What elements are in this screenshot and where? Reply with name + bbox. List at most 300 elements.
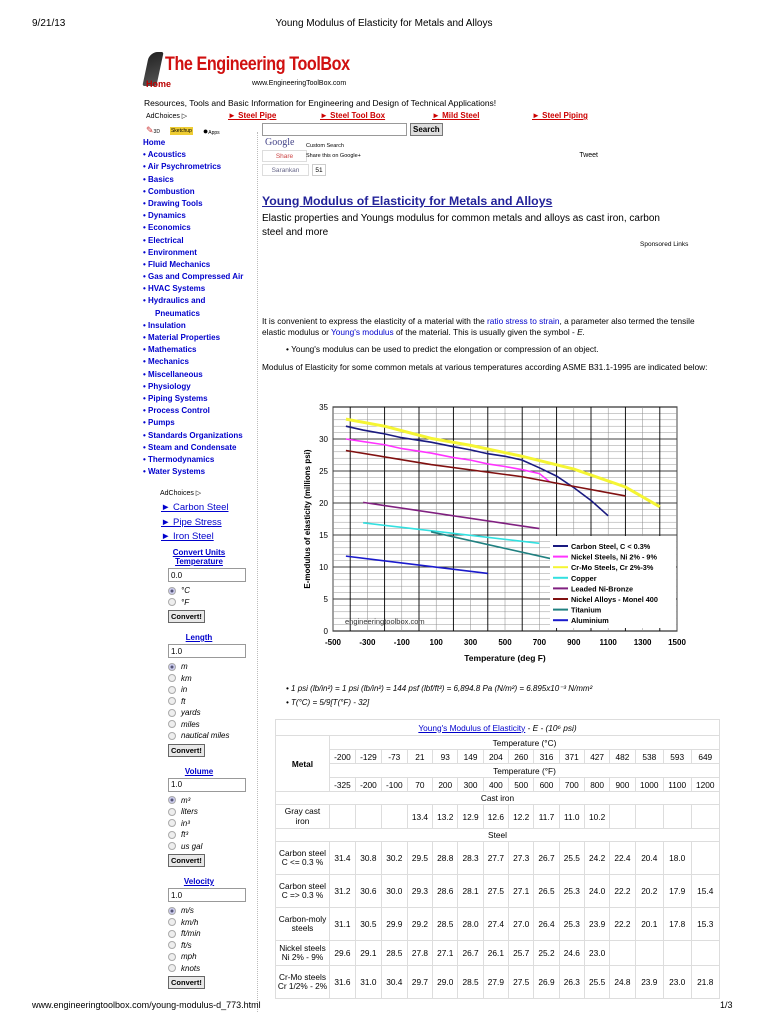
table-row <box>276 842 720 875</box>
converter-radio[interactable] <box>168 806 255 818</box>
temp-c-cell: 427 <box>584 750 609 764</box>
sidebar-link[interactable]: • Standards Organizations <box>143 430 243 440</box>
converter-input[interactable] <box>168 644 246 658</box>
value-cell: 12.2 <box>509 805 534 829</box>
value-cell: 26.9 <box>534 966 559 999</box>
y-tick-label: 30 <box>319 435 328 444</box>
sarankan-count: 51 <box>312 164 326 176</box>
sidebar-nav <box>143 137 255 478</box>
temp-c-cell: 149 <box>458 750 483 764</box>
temp-f-cell: 600 <box>534 778 559 792</box>
converter-radio[interactable] <box>168 928 255 940</box>
value-cell: 24.2 <box>584 842 609 875</box>
google-logo: Google <box>265 137 295 148</box>
value-cell: 27.5 <box>509 966 534 999</box>
metal-name: Gray cast iron <box>276 805 330 829</box>
sidebar-link[interactable]: • Miscellaneous <box>143 369 203 379</box>
temp-f-cell: 70 <box>407 778 432 792</box>
sidebar-link[interactable]: • Physiology <box>143 381 191 391</box>
value-cell <box>635 805 663 829</box>
sidebar-link[interactable]: • Piping Systems <box>143 393 208 403</box>
sidebar-link[interactable]: • Mechanics <box>143 357 189 367</box>
sidebar-item[interactable] <box>143 442 255 454</box>
value-cell: 24.0 <box>584 875 609 908</box>
sidebar-link[interactable]: • Hydraulics and <box>143 296 206 306</box>
converter-radio[interactable] <box>168 951 255 963</box>
value-cell <box>355 805 381 829</box>
sidebar-item[interactable] <box>143 454 255 466</box>
search-button[interactable]: Search <box>410 123 443 136</box>
radio-label: mph <box>181 952 197 961</box>
value-cell: 22.2 <box>610 908 635 941</box>
sidebar-link[interactable]: • Water Systems <box>143 467 206 477</box>
sidebar-item[interactable] <box>143 210 255 222</box>
value-cell: 18.0 <box>663 842 691 875</box>
value-cell: 28.5 <box>433 908 458 941</box>
value-cell: 25.7 <box>509 941 534 966</box>
ad-link-steel-tool-box[interactable]: ► Steel Tool Box <box>320 111 386 120</box>
value-cell: 27.5 <box>483 875 508 908</box>
value-cell: 29.9 <box>381 908 407 941</box>
sidebar-divider <box>257 132 258 1012</box>
radio-icon[interactable] <box>168 587 176 595</box>
legend-label: Carbon Steel, C < 0.3% <box>571 542 651 551</box>
sidebar-link[interactable]: • HVAC Systems <box>143 284 206 294</box>
sidebar-link[interactable]: • Steam and Condensate <box>143 442 237 452</box>
radio-icon[interactable] <box>168 808 176 816</box>
table-row <box>276 908 720 941</box>
temp-c-cell: 93 <box>433 750 458 764</box>
sidebar-item[interactable] <box>143 356 255 368</box>
radio-icon[interactable] <box>168 663 176 671</box>
value-cell: 30.4 <box>381 966 407 999</box>
value-cell <box>691 941 720 966</box>
value-cell: 27.1 <box>433 941 458 966</box>
table-caption <box>276 720 720 736</box>
radio-label: miles <box>181 719 200 729</box>
table-row <box>276 941 720 966</box>
x-tick-label: 900 <box>567 638 581 647</box>
sidebar-link[interactable]: • Pumps <box>143 418 175 428</box>
value-cell: 27.4 <box>483 908 508 941</box>
chart-watermark: engineeringtoolbox.com <box>345 617 425 626</box>
temp-f-cell: -325 <box>330 778 356 792</box>
sidebar-item[interactable] <box>143 320 255 332</box>
sidebar-link[interactable]: • Dynamics <box>143 211 186 221</box>
value-cell: 12.9 <box>458 805 483 829</box>
value-cell: 28.5 <box>381 941 407 966</box>
converter-radio[interactable] <box>168 818 255 830</box>
x-tick-label: 700 <box>532 638 547 647</box>
logo: The Engineering ToolBox <box>165 54 350 75</box>
converter-radio[interactable] <box>168 940 255 952</box>
y-tick-label: 10 <box>319 563 328 572</box>
sidebar-item[interactable] <box>143 344 255 356</box>
value-cell: 31.1 <box>330 908 356 941</box>
sidebar-link[interactable]: • Combustion <box>143 186 195 196</box>
custom-search-label: Custom Search <box>306 143 344 149</box>
ad-link-steel-piping[interactable]: ► Steel Piping <box>532 111 588 120</box>
radio-icon[interactable] <box>168 918 176 926</box>
radio-icon[interactable] <box>168 842 176 850</box>
value-cell: 15.3 <box>691 908 720 941</box>
temp-c-cell: 260 <box>509 750 534 764</box>
side-ad-link[interactable]: ► Iron Steel <box>161 531 214 542</box>
converter-title[interactable]: Length <box>185 633 213 642</box>
print-page: 1/3 <box>720 1000 733 1010</box>
converter-radio[interactable] <box>168 673 255 685</box>
sidebar-item[interactable] <box>143 222 255 234</box>
legend-label: Copper <box>571 573 597 583</box>
value-cell <box>610 805 635 829</box>
asme-paragraph: Modulus of Elasticity for some common metals at various temperatures according ASME B31.1-1995 are indicated below: <box>262 362 708 372</box>
sidebar-item[interactable] <box>143 369 255 381</box>
temp-f-cell: 1200 <box>691 778 720 792</box>
print-date: 9/21/13 <box>32 18 66 29</box>
youngs-modulus-link[interactable]: Young's modulus <box>331 326 394 337</box>
x-tick-label: 300 <box>463 638 478 647</box>
radio-icon[interactable] <box>168 964 176 972</box>
converter-radio[interactable] <box>168 597 255 609</box>
sidebar-item[interactable] <box>143 271 255 283</box>
x-tick-label: -300 <box>359 638 376 647</box>
ad-link-mild-steel[interactable]: ► Mild Steel <box>432 111 480 120</box>
converter-radio[interactable] <box>168 841 255 853</box>
value-cell <box>330 805 356 829</box>
y-axis-label: E-modulus of elasticity (millions psi) <box>303 449 312 589</box>
value-cell: 27.0 <box>509 908 534 941</box>
x-axis-label: Temperature (deg F) <box>464 653 546 663</box>
temp-c-cell: 482 <box>610 750 635 764</box>
sidebar-link[interactable]: • Electrical <box>143 235 184 245</box>
value-cell: 25.2 <box>534 941 559 966</box>
converter-radio[interactable] <box>168 917 255 929</box>
radio-icon[interactable] <box>168 709 176 717</box>
sidebar-link[interactable]: • Basics <box>143 174 174 184</box>
ad-link-steel-pipe[interactable]: ► Steel Pipe <box>228 111 277 120</box>
metal-name: Cr-Mo steels Cr 1/2% - 2% <box>276 966 330 999</box>
radio-icon[interactable] <box>168 953 176 961</box>
value-cell <box>635 941 663 966</box>
section-header: Cast iron <box>276 792 720 805</box>
value-cell: 22.2 <box>610 875 635 908</box>
sidebar-item[interactable] <box>143 405 255 417</box>
sidebar-link[interactable]: • Fluid Mechanics <box>143 259 211 269</box>
value-cell: 29.0 <box>433 966 458 999</box>
value-cell: 30.8 <box>355 842 381 875</box>
temp-f-cell: 1100 <box>663 778 691 792</box>
radio-label: us gal <box>181 841 203 851</box>
tweet-button[interactable]: Tweet <box>579 152 598 159</box>
value-cell: 29.7 <box>407 966 432 999</box>
temp-c-cell: 21 <box>407 750 432 764</box>
metal-name: Nickel steels Ni 2% - 9% <box>276 941 330 966</box>
value-cell: 23.9 <box>584 908 609 941</box>
value-cell: 29.5 <box>407 842 432 875</box>
value-cell: 24.8 <box>610 966 635 999</box>
sidebar-item[interactable] <box>143 235 255 247</box>
temp-f-cell: 200 <box>433 778 458 792</box>
radio-icon[interactable] <box>168 819 176 827</box>
radio-label: m/s <box>181 906 194 915</box>
badge-apps[interactable]: ●Apps <box>202 125 220 136</box>
value-cell: 26.5 <box>534 875 559 908</box>
radio-label: liters <box>181 807 198 816</box>
radio-label: °F <box>181 597 190 607</box>
value-cell: 10.2 <box>584 805 609 829</box>
sarankan-button[interactable]: Sarankan <box>262 164 309 176</box>
value-cell: 11.0 <box>559 805 584 829</box>
convert-button[interactable]: Convert! <box>168 976 205 989</box>
search-input[interactable] <box>262 123 407 136</box>
value-cell: 28.8 <box>433 842 458 875</box>
radio-label: in³ <box>181 818 190 828</box>
converter-radio[interactable] <box>168 661 255 673</box>
temp-c-cell: -73 <box>381 750 407 764</box>
value-cell: 27.8 <box>407 941 432 966</box>
radio-icon[interactable] <box>168 720 176 728</box>
value-cell: 20.1 <box>635 908 663 941</box>
converter-radio[interactable] <box>168 795 255 807</box>
share-button[interactable]: Share <box>262 150 307 162</box>
sidebar-item[interactable] <box>143 295 255 307</box>
sidebar-item[interactable] <box>143 283 255 295</box>
radio-label: knots <box>181 963 201 973</box>
badge-sketchup[interactable]: Sketchup <box>170 127 192 134</box>
sidebar-link[interactable]: • Gas and Compressed Air <box>143 272 244 282</box>
convert-units-title[interactable]: Convert Units <box>172 548 226 557</box>
metal-header: Metal <box>276 736 330 792</box>
sidebar-link[interactable]: • Drawing Tools <box>143 198 203 208</box>
value-cell <box>610 941 635 966</box>
sidebar-item[interactable] <box>143 308 255 320</box>
sidebar-link[interactable]: • Material Properties <box>143 333 221 342</box>
radio-icon[interactable] <box>168 831 176 839</box>
value-cell <box>663 805 691 829</box>
y-tick-label: 15 <box>319 531 328 540</box>
radio-icon[interactable] <box>168 674 176 682</box>
value-cell: 25.5 <box>559 842 584 875</box>
value-cell: 28.3 <box>458 842 483 875</box>
temp-f-cell: 900 <box>610 778 635 792</box>
sidebar-item[interactable] <box>143 259 255 271</box>
sidebar-link[interactable]: • Process Control <box>143 406 210 416</box>
converter-input[interactable] <box>168 888 246 902</box>
sidebar-item[interactable] <box>143 247 255 259</box>
y-tick-label: 25 <box>319 467 328 476</box>
converter-radio[interactable] <box>168 585 255 597</box>
y-tick-label: 35 <box>319 403 328 412</box>
value-cell: 23.9 <box>635 966 663 999</box>
value-cell: 26.4 <box>534 908 559 941</box>
table-row <box>276 805 720 829</box>
converter-radio[interactable] <box>168 730 255 742</box>
sidebar-item[interactable] <box>143 466 255 478</box>
converter-radio[interactable] <box>168 719 255 731</box>
converter-title[interactable]: Velocity <box>183 877 215 886</box>
side-ad-link[interactable]: ► Carbon Steel <box>161 502 229 513</box>
value-cell: 27.7 <box>483 842 508 875</box>
converter-title[interactable]: Temperature <box>175 557 223 566</box>
sidebar-link[interactable]: • Air Psychrometrics <box>143 162 222 172</box>
value-cell: 29.2 <box>407 908 432 941</box>
temp-c-cell: 593 <box>663 750 691 764</box>
radio-label: ft/min <box>181 929 201 938</box>
value-cell <box>381 805 407 829</box>
intro-paragraph: It is convenient to express the elasticity of a material with the ratio stress to strain, a parameter also termed the tensile elastic modulus or Young's modulus of the material. This is usually given the symbol - E. <box>262 316 695 337</box>
value-cell: 22.4 <box>610 842 635 875</box>
sidebar-item[interactable] <box>143 430 255 442</box>
value-cell: 30.6 <box>355 875 381 908</box>
sidebar-link[interactable]: • Mathematics <box>143 345 197 355</box>
radio-icon[interactable] <box>168 907 176 915</box>
sidebar-item[interactable] <box>143 393 255 405</box>
y-tick-label: 5 <box>323 595 328 604</box>
sidebar-link[interactable]: • Acoustics <box>143 150 186 160</box>
print-title: Young Modulus of Elasticity for Metals and Alloys <box>275 18 493 29</box>
value-cell: 29.6 <box>330 941 356 966</box>
value-cell: 20.2 <box>635 875 663 908</box>
value-cell: 27.9 <box>483 966 508 999</box>
value-cell: 27.3 <box>509 842 534 875</box>
x-tick-label: -100 <box>393 638 410 647</box>
x-tick-label: 100 <box>429 638 443 647</box>
converter-input[interactable] <box>168 568 246 582</box>
value-cell: 23.0 <box>584 941 609 966</box>
sidebar-link[interactable]: Home <box>143 138 166 147</box>
converter-radio[interactable] <box>168 829 255 841</box>
value-cell: 30.2 <box>381 842 407 875</box>
radio-icon[interactable] <box>168 697 176 705</box>
print-url: www.engineeringtoolbox.com/young-modulus-d_773.html <box>32 1000 261 1010</box>
sidebar-item[interactable] <box>143 417 255 429</box>
temp-f-cell: 1000 <box>635 778 663 792</box>
page-title: Young Modulus of Elasticity for Metals and Alloys <box>262 194 553 208</box>
badge-3d[interactable]: ✎3D <box>146 125 160 135</box>
value-cell: 25.3 <box>559 875 584 908</box>
value-cell: 31.2 <box>330 875 356 908</box>
temp-c-cell: 649 <box>691 750 720 764</box>
sidebar-link[interactable]: • Environment <box>143 247 197 257</box>
metal-name: Carbon-moly steels <box>276 908 330 941</box>
formula-psi: • 1 psi (lb/in²) = 1 psi (lb/in²) = 144 psf (lbf/ft²) = 6,894.8 Pa (N/m²) = 6.895x10⁻³ N/mm² <box>286 684 593 693</box>
temp-c-cell: 204 <box>483 750 508 764</box>
converter-radio[interactable] <box>168 707 255 719</box>
site-url: www.EngineeringToolBox.com <box>252 80 347 87</box>
sidebar-link[interactable]: • Insulation <box>143 320 186 330</box>
temp-c-header: Temperature (°C) <box>330 736 720 750</box>
temp-f-cell: -200 <box>355 778 381 792</box>
value-cell: 31.0 <box>355 966 381 999</box>
value-cell: 13.4 <box>407 805 432 829</box>
side-adchoices[interactable]: AdChoices ▷ <box>160 490 202 497</box>
legend-label: Nickel Alloys - Monel 400 <box>571 595 658 604</box>
legend-label: Nickel Steels, Ni 2% - 9% <box>571 552 657 562</box>
radio-icon[interactable] <box>168 598 176 606</box>
converter-length <box>143 633 255 757</box>
temp-c-cell: 538 <box>635 750 663 764</box>
converter-title[interactable]: Volume <box>184 766 214 776</box>
ratio-stress-strain-link[interactable]: ratio stress to strain <box>487 316 560 326</box>
sidebar-item[interactable] <box>143 174 255 186</box>
convert-button[interactable]: Convert! <box>168 854 205 867</box>
value-cell: 23.0 <box>663 966 691 999</box>
converter-radio[interactable] <box>168 963 255 975</box>
modulus-chart <box>300 400 700 672</box>
temp-f-cell: -100 <box>381 778 407 792</box>
sidebar-item[interactable] <box>143 161 255 173</box>
converter-input[interactable] <box>168 778 246 792</box>
value-cell: 28.5 <box>458 966 483 999</box>
radio-icon[interactable] <box>168 796 176 804</box>
y-tick-label: 0 <box>323 627 328 636</box>
radio-icon[interactable] <box>168 930 176 938</box>
sidebar-link[interactable]: Pneumatics <box>155 308 200 318</box>
modulus-table <box>275 719 720 999</box>
converter-radio[interactable] <box>168 684 255 696</box>
sidebar-link[interactable]: • Thermodynamics <box>143 454 215 464</box>
temp-f-header: Temperature (°F) <box>330 764 720 778</box>
value-cell: 25.3 <box>559 908 584 941</box>
radio-icon[interactable] <box>168 686 176 694</box>
sidebar-item[interactable] <box>143 137 255 149</box>
sidebar-item[interactable] <box>143 186 255 198</box>
radio-label: ft/s <box>181 940 192 950</box>
convert-button[interactable]: Convert! <box>168 610 205 623</box>
converter-temperature <box>143 557 255 623</box>
temp-f-cell: 800 <box>584 778 609 792</box>
sidebar-link[interactable]: • Economics <box>143 223 191 233</box>
value-cell: 26.7 <box>534 842 559 875</box>
side-ad-link[interactable]: ► Pipe Stress <box>161 516 222 528</box>
temp-f-cell: 500 <box>509 778 534 792</box>
tagline: Resources, Tools and Basic Information for Engineering and Design of Technical Applications! <box>144 98 497 108</box>
value-cell: 27.1 <box>509 875 534 908</box>
converter-radio[interactable] <box>168 905 255 917</box>
bullet-youngs-modulus: • Young's modulus can be used to predict the elongation or compression of an object. <box>286 344 599 354</box>
sidebar-item[interactable] <box>143 198 255 210</box>
logo-home-link[interactable]: Home <box>146 79 172 89</box>
convert-button[interactable]: Convert! <box>168 744 205 757</box>
value-cell: 30.0 <box>381 875 407 908</box>
youngs-modulus-caption-link[interactable]: Young's Modulus of Elasticity <box>418 722 526 733</box>
sponsored-links: Sponsored Links <box>640 241 689 248</box>
table-row <box>276 875 720 908</box>
value-cell: 15.4 <box>691 875 720 908</box>
value-cell: 31.6 <box>330 966 356 999</box>
temp-c-cell: 371 <box>559 750 584 764</box>
radio-label: in <box>181 685 188 694</box>
sidebar-item[interactable] <box>143 332 255 344</box>
value-cell <box>691 805 720 829</box>
temp-c-cell: -129 <box>355 750 381 764</box>
value-cell: 26.3 <box>559 966 584 999</box>
value-cell: 13.2 <box>433 805 458 829</box>
sidebar-item[interactable] <box>143 381 255 393</box>
radio-icon[interactable] <box>168 732 176 740</box>
sidebar-item[interactable] <box>143 149 255 161</box>
adchoices[interactable]: AdChoices ▷ <box>146 113 188 120</box>
value-cell: 28.0 <box>458 908 483 941</box>
x-tick-label: -500 <box>324 638 342 647</box>
section-header: Steel <box>276 829 720 842</box>
radio-icon[interactable] <box>168 941 176 949</box>
value-cell: 28.6 <box>433 875 458 908</box>
value-cell: 26.1 <box>483 941 508 966</box>
x-tick-label: 500 <box>498 638 512 647</box>
converter-radio[interactable] <box>168 696 255 708</box>
formula-temperature: • T(°C) = 5/9[T(°F) - 32] <box>286 698 370 707</box>
